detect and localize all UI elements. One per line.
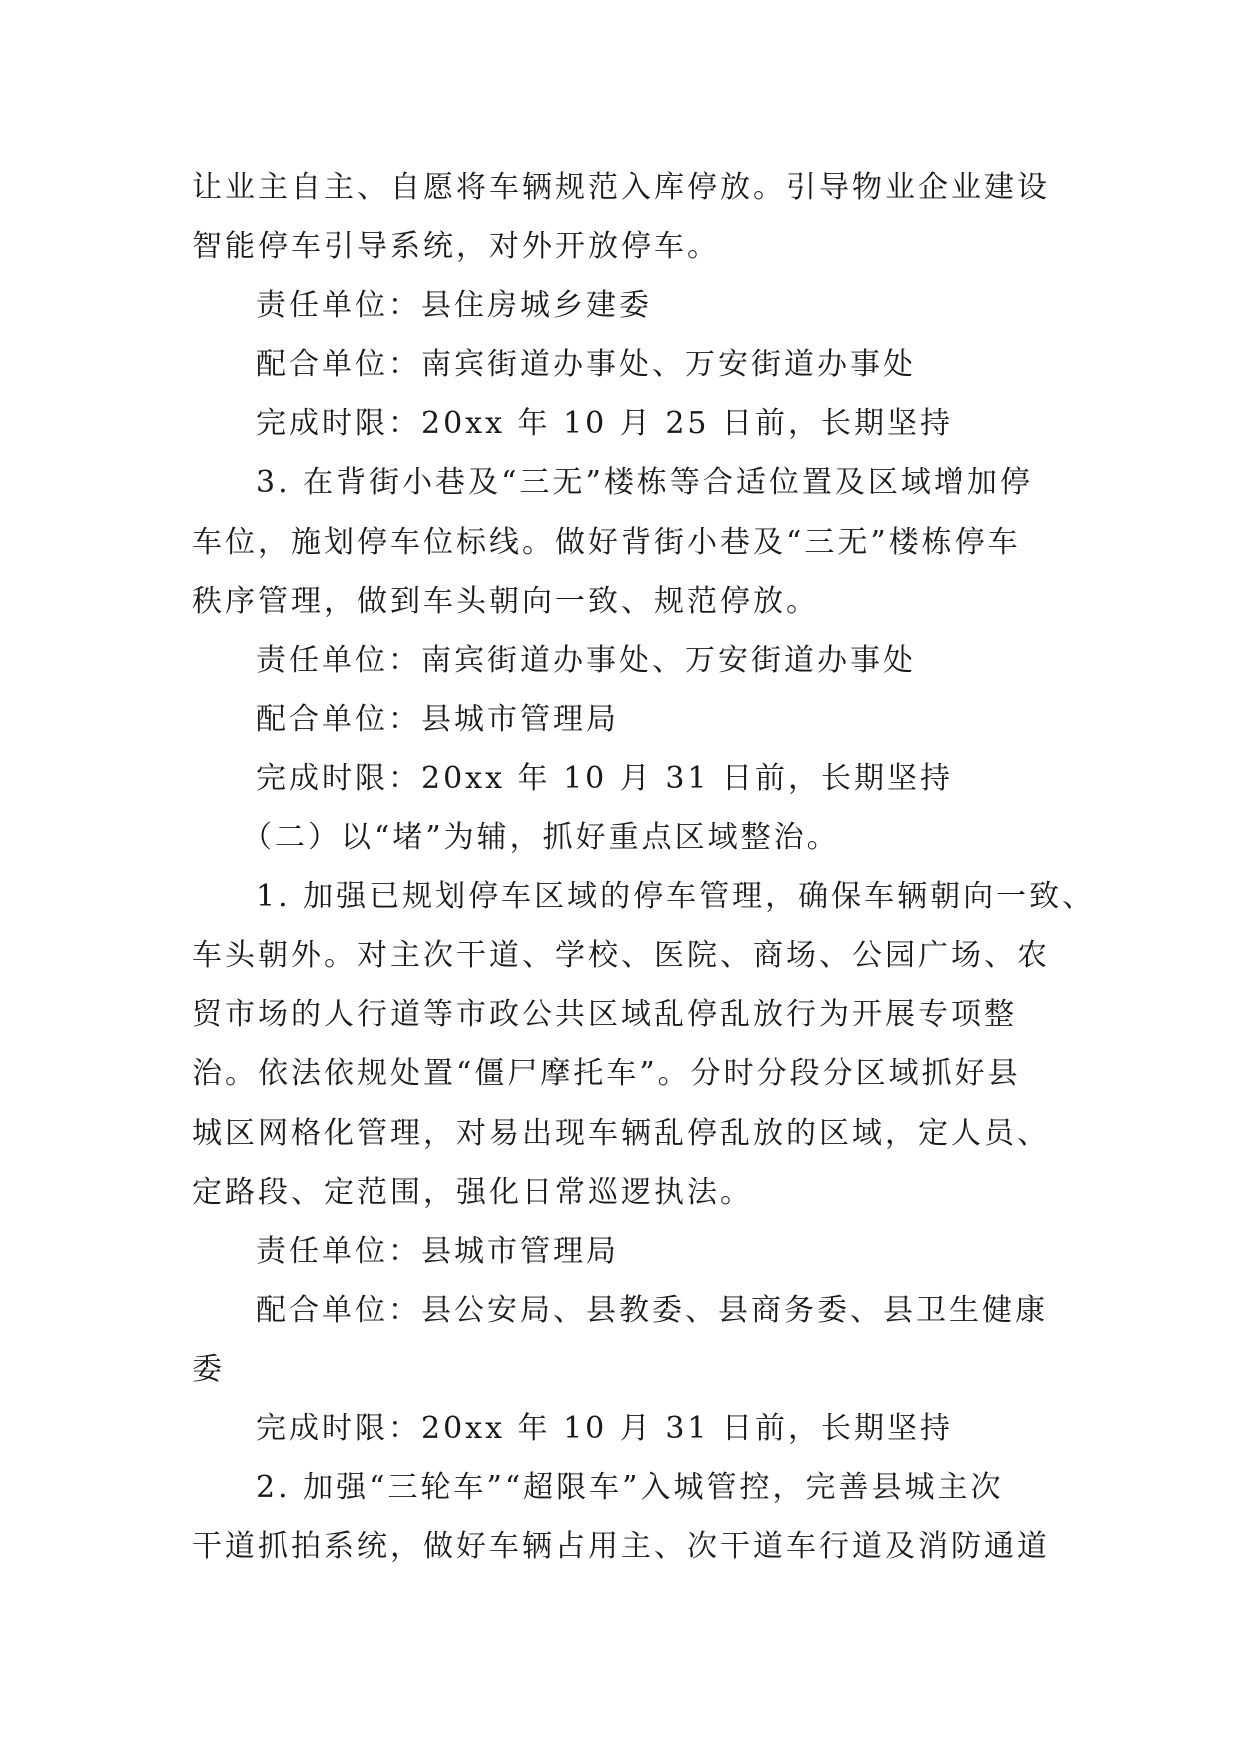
- paragraph-line: 车头朝外。对主次干道、学校、医院、商场、公园广场、农: [192, 938, 1050, 974]
- paragraph-line: 智能停车引导系统，对外开放停车。: [192, 229, 720, 265]
- cooperating-unit-line: 配合单位：南宾街道办事处、万安街道办事处: [256, 347, 916, 383]
- paragraph-line: 城区网格化管理，对易出现车辆乱停乱放的区域，定人员、: [192, 1115, 1050, 1151]
- deadline-line: 完成时限：20xx 年 10 月 31 日前，长期坚持: [256, 1410, 954, 1446]
- cooperating-unit-line: 配合单位：县城市管理局: [256, 701, 619, 737]
- paragraph-line: 2. 加强“三轮车”“超限车”入城管控，完善县城主次: [256, 1470, 1004, 1506]
- cooperating-unit-line: 配合单位：县公安局、县教委、县商务委、县卫生健康: [256, 1292, 1048, 1328]
- paragraph-line: 定路段、定范围，强化日常巡逻执法。: [192, 1174, 753, 1210]
- document-body: [192, 158, 1096, 1576]
- deadline-line: 完成时限：20xx 年 10 月 25 日前，长期坚持: [256, 406, 954, 442]
- paragraph-line: 贸市场的人行道等市政公共区域乱停乱放行为开展专项整: [192, 997, 1017, 1033]
- paragraph-line: 治。依法依规处置“僵尸摩托车”。分时分段分区域抓好县: [192, 1056, 1021, 1092]
- paragraph-line: 让业主自主、自愿将车辆规范入库停放。引导物业企业建设: [192, 170, 1050, 205]
- responsible-unit-line: 责任单位：县住房城乡建委: [256, 288, 652, 324]
- responsible-unit-line: 责任单位：南宾街道办事处、万安街道办事处: [256, 642, 916, 678]
- paragraph-line: 委: [192, 1351, 225, 1387]
- paragraph-line: 秩序管理，做到车头朝向一致、规范停放。: [192, 583, 819, 619]
- paragraph-line: 车位，施划停车位标线。做好背街小巷及“三无”楼栋停车: [192, 524, 1021, 560]
- section-heading: （二）以“堵”为辅，抓好重点区域整治。: [242, 820, 840, 856]
- paragraph-line: 3. 在背街小巷及“三无”楼栋等合适位置及区域增加停: [256, 465, 1033, 501]
- responsible-unit-line: 责任单位：县城市管理局: [256, 1233, 619, 1269]
- deadline-line: 完成时限：20xx 年 10 月 31 日前，长期坚持: [256, 760, 954, 796]
- paragraph-line: 1. 加强已规划停车区域的停车管理，确保车辆朝向一致、: [256, 879, 1096, 915]
- paragraph-line: 干道抓拍系统，做好车辆占用主、次干道车行道及消防通道: [192, 1529, 1050, 1565]
